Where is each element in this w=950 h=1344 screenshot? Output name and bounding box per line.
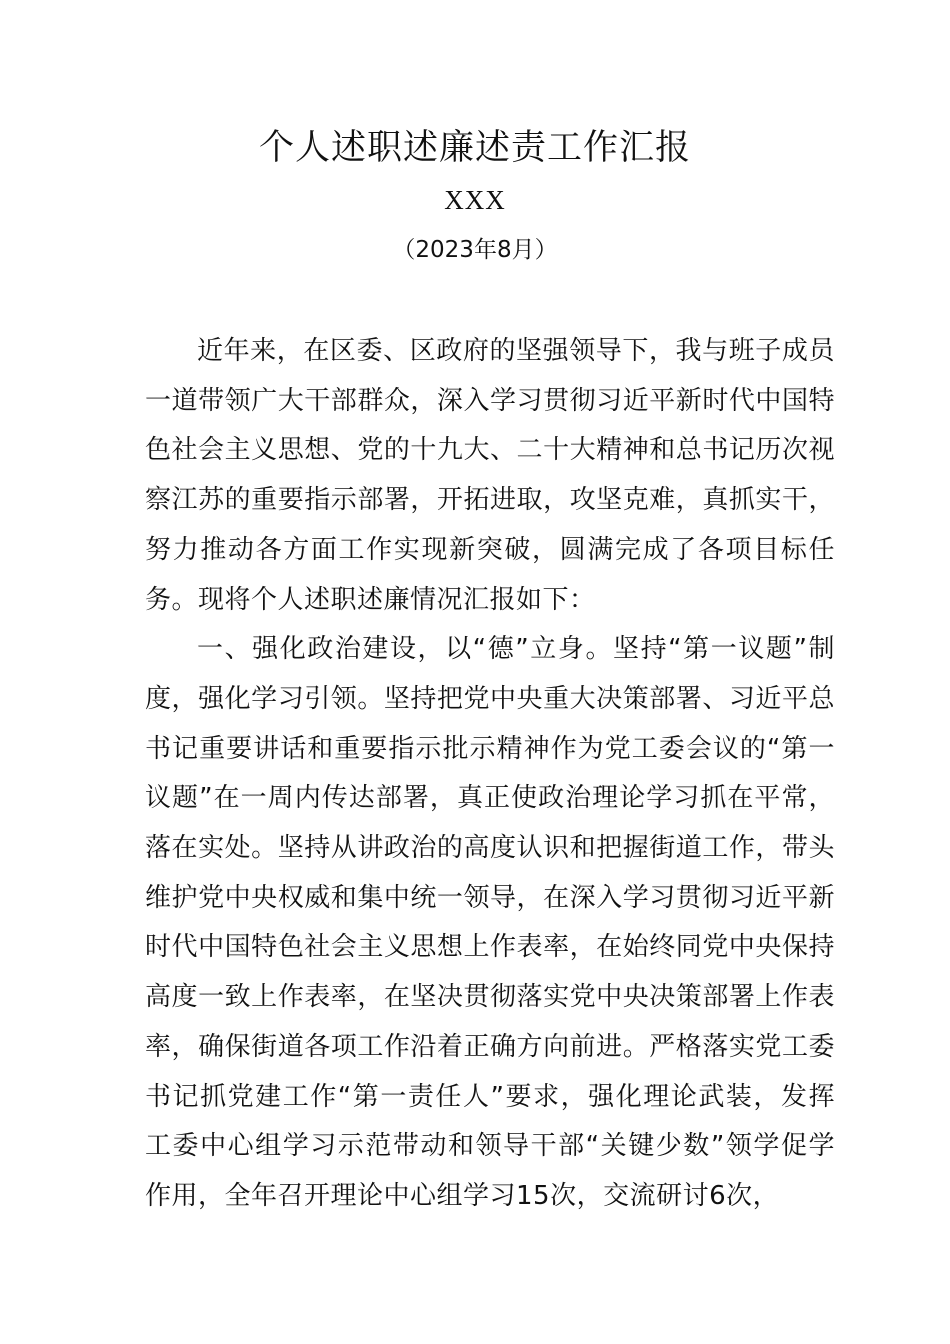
body-paragraph-intro: 近年来，在区委、区政府的坚强领导下，我与班子成员一道带领广大干部群众，深入学习贯彻习近平新时代中国特色社会主义思想、党的十九大、二十大精神和总书记历次视察江苏的重要指示部署，开拓进取，攻坚克难，真抓实干，努力推动各方面工作实现新突破，圆满完成了各项目标任务。现将个人述职述廉情况汇报如下： xyxy=(145,336,835,615)
document-title: 个人述职述廉述责工作汇报 xyxy=(258,128,691,168)
document-author: XXX xyxy=(444,185,506,215)
body-paragraph-section-1: 一、强化政治建设，以“德”立身。坚持“第一议题”制度，强化学习引领。坚持把党中央重大决策部署、习近平总书记重要讲话和重要指示批示精神作为党工委会议的“第一议题”在一周内传达部署，真正使政治理论学习抓在平常，落在实处。坚持从讲政治的高度认识和把握街道工作，带头维护党中央权威和集中统一领导，在深入学习贯彻习近平新时代中国特色社会主义思想上作表率，在始终同党中央保持高度一致上作表率，在坚决贯彻落实党中央决策部署上作表率，确保街道各项工作沿着正确方向前进。严格落实党工委书记抓党建工作“第一责任人”要求，强化理论武装，发挥工委中心组学习示范带动和领导干部“关键少数”领学促学作用，全年召开理论中心组学习15次，交流研讨6次， xyxy=(145,634,835,1211)
document-body xyxy=(145,327,835,1222)
document-date: （2023年8月） xyxy=(392,237,558,263)
